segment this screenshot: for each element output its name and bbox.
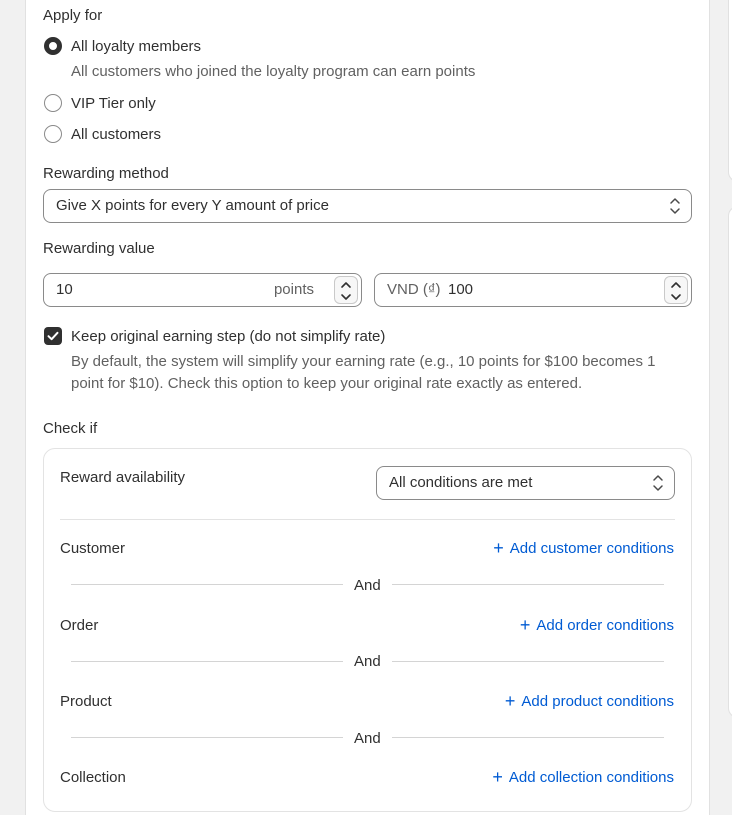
radio-label-all-customers: All customers xyxy=(71,126,162,143)
points-stepper[interactable] xyxy=(334,276,358,304)
reward-availability-select[interactable] xyxy=(376,466,675,500)
stepper-down-icon[interactable] xyxy=(340,292,352,302)
radio-all-customers[interactable] xyxy=(44,125,62,143)
plus-icon: + xyxy=(492,767,503,787)
radio-help-all-loyalty-members: All customers who joined the loyalty program can earn points xyxy=(71,63,476,80)
and-divider-right xyxy=(392,584,664,585)
plus-icon: + xyxy=(504,691,516,711)
and-separator: And xyxy=(354,577,381,594)
add-product-conditions-button[interactable] xyxy=(505,693,674,710)
and-divider-right xyxy=(392,737,664,738)
group-label-order: Order xyxy=(60,617,99,634)
add-order-conditions-button[interactable] xyxy=(520,617,674,634)
keep-step-help-line1: By default, the system will simplify your earning rate (e.g., 10 points for $100 becomes 1 xyxy=(71,353,656,370)
keep-step-checkbox[interactable] xyxy=(44,327,62,345)
check-if-heading: Check if xyxy=(43,420,98,437)
currency-amount-input[interactable] xyxy=(374,273,692,307)
currency-stepper[interactable] xyxy=(664,276,688,304)
points-input-value: 10 xyxy=(56,281,73,298)
rewarding-method-label: Rewarding method xyxy=(43,165,169,182)
and-divider-left xyxy=(71,737,343,738)
and-separator: And xyxy=(354,653,381,670)
keep-step-label: Keep original earning step (do not simplify rate) xyxy=(71,328,386,345)
side-card-top xyxy=(728,0,732,182)
currency-input-value: 100 xyxy=(448,281,474,298)
rewarding-method-select[interactable] xyxy=(43,189,692,223)
side-card-bottom xyxy=(728,206,732,718)
group-label-product: Product xyxy=(60,693,112,710)
and-separator: And xyxy=(354,730,381,747)
points-suffix: points xyxy=(273,281,314,298)
group-label-customer: Customer xyxy=(60,540,126,557)
and-divider-left xyxy=(71,661,343,662)
radio-all-loyalty-members[interactable] xyxy=(44,37,62,55)
keep-step-help-line2: point for $10). Check this option to keep your original rate exactly as entered. xyxy=(71,375,583,392)
radio-vip-tier-only[interactable] xyxy=(44,94,62,112)
apply-for-heading: Apply for xyxy=(43,7,103,24)
radio-label-all-loyalty-members: All loyalty members xyxy=(71,38,202,55)
reward-availability-label: Reward availability xyxy=(60,469,186,486)
plus-icon: + xyxy=(519,615,531,635)
add-customer-conditions-label: Add customer conditions xyxy=(509,540,674,557)
checkmark-icon xyxy=(44,327,62,345)
stepper-up-icon[interactable] xyxy=(340,280,352,290)
and-divider-left xyxy=(71,584,343,585)
stepper-up-icon[interactable] xyxy=(670,280,682,290)
add-collection-conditions-label: Add collection conditions xyxy=(508,769,674,786)
add-order-conditions-label: Add order conditions xyxy=(536,617,674,634)
plus-icon: + xyxy=(493,538,504,558)
points-input[interactable] xyxy=(43,273,362,307)
stepper-down-icon[interactable] xyxy=(670,292,682,302)
select-chevron-icon xyxy=(669,190,681,222)
select-chevron-icon xyxy=(652,467,664,499)
reward-availability-value: All conditions are met xyxy=(389,474,533,491)
add-product-conditions-label: Add product conditions xyxy=(521,693,674,710)
and-divider-right xyxy=(392,661,664,662)
currency-prefix: VND (₫) xyxy=(387,281,441,298)
radio-label-vip-tier-only: VIP Tier only xyxy=(71,95,156,112)
group-label-collection: Collection xyxy=(60,769,126,786)
rewarding-method-value: Give X points for every Y amount of price xyxy=(56,197,329,214)
add-customer-conditions-button[interactable] xyxy=(493,540,674,557)
section-divider xyxy=(60,519,675,520)
add-collection-conditions-button[interactable] xyxy=(492,769,674,786)
rewarding-value-label: Rewarding value xyxy=(43,240,155,257)
